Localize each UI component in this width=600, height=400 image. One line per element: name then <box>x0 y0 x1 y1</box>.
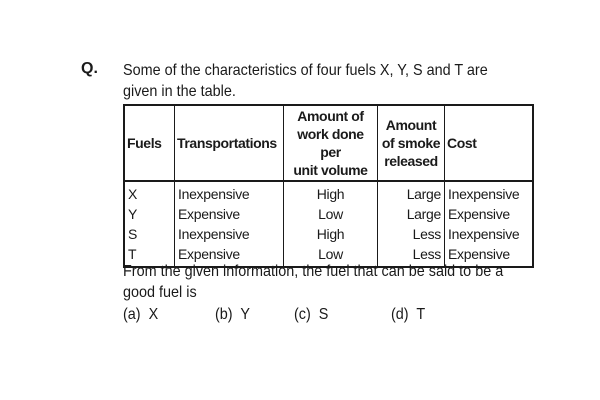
cell-work: Low <box>284 204 378 224</box>
header-fuels: Fuels <box>124 105 175 181</box>
cell-fuel: X <box>128 186 138 202</box>
cell-cost: Inexpensive <box>445 224 534 244</box>
option-b-value: Y <box>240 306 250 323</box>
option-c-label: (c) <box>294 306 311 323</box>
cell-transportation: Expensive <box>175 204 284 224</box>
cell-smoke: Large <box>378 181 445 204</box>
option-b[interactable] <box>215 304 250 325</box>
cell-smoke: Less <box>378 244 445 267</box>
cell-smoke: Large <box>378 204 445 224</box>
cell-fuel: S <box>128 226 138 242</box>
question-text <box>123 60 488 102</box>
header-smoke-line-2: of smoke <box>381 135 441 151</box>
cell-work: High <box>284 224 378 244</box>
table-header-row <box>124 105 533 181</box>
question-line-1: Some of the characteristics of four fuels X, Y, S and T are <box>123 62 488 79</box>
cell-work: Low <box>284 244 378 267</box>
cell-fuel: Y <box>128 206 138 222</box>
option-a-label: (a) <box>123 306 141 323</box>
header-work-done <box>284 105 378 181</box>
cell-work: High <box>284 181 378 204</box>
header-smoke-line-3: released <box>384 153 438 169</box>
header-work-line-1: Amount of <box>297 108 364 124</box>
followup-line-1: From the given information, the fuel that can be said to be a <box>123 263 504 280</box>
option-d[interactable] <box>391 304 425 325</box>
table-row <box>124 181 533 204</box>
followup-question <box>123 261 504 303</box>
option-a[interactable] <box>123 304 158 325</box>
followup-line-2: good fuel is <box>123 284 197 301</box>
header-transportations: Transportations <box>175 105 284 181</box>
question-label: Q. <box>81 60 98 77</box>
option-b-label: (b) <box>215 306 233 323</box>
cell-transportation: Inexpensive <box>175 181 284 204</box>
cell-smoke: Less <box>378 224 445 244</box>
table-row <box>124 224 533 244</box>
header-work-line-3: unit volume <box>293 162 368 178</box>
table-row <box>124 204 533 224</box>
question-line-2: given in the table. <box>123 83 236 100</box>
header-smoke-line-1: Amount <box>385 117 437 133</box>
option-c[interactable] <box>294 304 328 325</box>
cell-cost: Inexpensive <box>445 181 534 204</box>
option-c-value: S <box>318 306 329 323</box>
option-a-value: X <box>148 306 159 323</box>
fuel-characteristics-table <box>123 104 534 268</box>
cell-fuel: T <box>128 246 137 262</box>
option-d-label: (d) <box>391 306 409 323</box>
cell-cost: Expensive <box>445 244 534 267</box>
header-cost: Cost <box>445 105 534 181</box>
header-work-line-2: work done per <box>297 126 364 160</box>
option-d-value: T <box>416 306 426 323</box>
cell-cost: Expensive <box>445 204 534 224</box>
header-smoke-released <box>378 105 445 181</box>
cell-transportation: Expensive <box>175 244 284 267</box>
cell-transportation: Inexpensive <box>175 224 284 244</box>
